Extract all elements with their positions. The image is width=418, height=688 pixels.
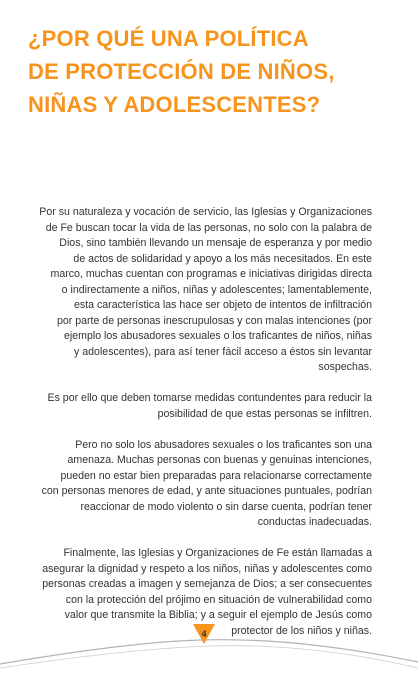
text-line: protector de los niños y niñas. <box>231 624 372 637</box>
page-title <box>28 22 408 121</box>
title-line: ¿POR QUÉ UNA POLÍTICA <box>28 26 309 51</box>
text-line: marco, muchas cuentan con programas e iniciativas dirigidas directa <box>50 268 372 280</box>
title-line: DE PROTECCIÓN DE NIÑOS, <box>28 59 335 84</box>
text-line: de Fe buscan tocar la vida de las personas, no solo con la palabra de <box>45 221 372 234</box>
text-line: reaccionar de modo violento o sin darse cuenta, podrían tener <box>80 500 372 513</box>
text-line: ejemplo los abusadores sexuales o los traficantes de niños, niñas <box>64 330 372 342</box>
title-line: NIÑAS Y ADOLESCENTES? <box>28 92 321 117</box>
page-number: 4 <box>201 629 207 639</box>
page-number-badge <box>192 622 216 646</box>
paragraph <box>26 391 372 422</box>
text-line: Finalmente, las Iglesias y Organizaciones de Fe están llamadas a <box>63 547 372 559</box>
text-line: con la protección del prójimo en situación de vulnerabilidad como <box>65 593 372 606</box>
body-text <box>26 205 372 655</box>
text-line: Es por ello que deben tomarse medidas contundentes para reducir la <box>47 392 372 404</box>
text-line: amenaza. Muchas personas con buenas y genuinas intenciones, <box>67 454 372 466</box>
text-line: posibilidad de que estas personas se infiltren. <box>157 407 372 420</box>
text-line: con personas menores de edad, y ante situaciones puntuales, podrían <box>41 485 372 497</box>
text-line: y adolescentes), para así tener fácil acceso a éstos sin levantar <box>74 345 372 358</box>
text-line: Pero no solo los abusadores sexuales o los traficantes son una <box>75 438 372 451</box>
text-line: Por su naturaleza y vocación de servicio, las Iglesias y Organizaciones <box>39 206 372 218</box>
text-line: pueden no estar bien preparadas para relacionarse correctamente <box>60 469 372 482</box>
text-line: sospechas. <box>318 361 372 373</box>
text-line: valor que transmite la Biblia; y a seguir el ejemplo de Jesús como <box>64 609 372 621</box>
text-line: Dios, sino también llevando un mensaje de esperanza y por medio <box>59 237 372 249</box>
text-line: de actos de solidaridad y apoyo a los más necesitados. En este <box>73 252 372 265</box>
wave-line-inner <box>0 646 418 668</box>
text-line: o indirectamente a niños, niñas y adolescentes; lamentablemente, <box>61 283 372 296</box>
text-line: conductas inadecuadas. <box>257 516 372 528</box>
text-line: por parte de personas inescrupulosas y con malas intenciones (por <box>56 314 372 327</box>
paragraph <box>26 205 372 376</box>
paragraph <box>26 438 372 531</box>
text-line: asegurar la dignidad y respeto a los niños, niñas y adolescentes como <box>42 562 372 575</box>
text-line: personas creadas a imagen y semejanza de Dios; a ser consecuentes <box>42 578 372 590</box>
text-line: esta característica las hace ser objeto de intentos de infiltración <box>74 299 372 311</box>
